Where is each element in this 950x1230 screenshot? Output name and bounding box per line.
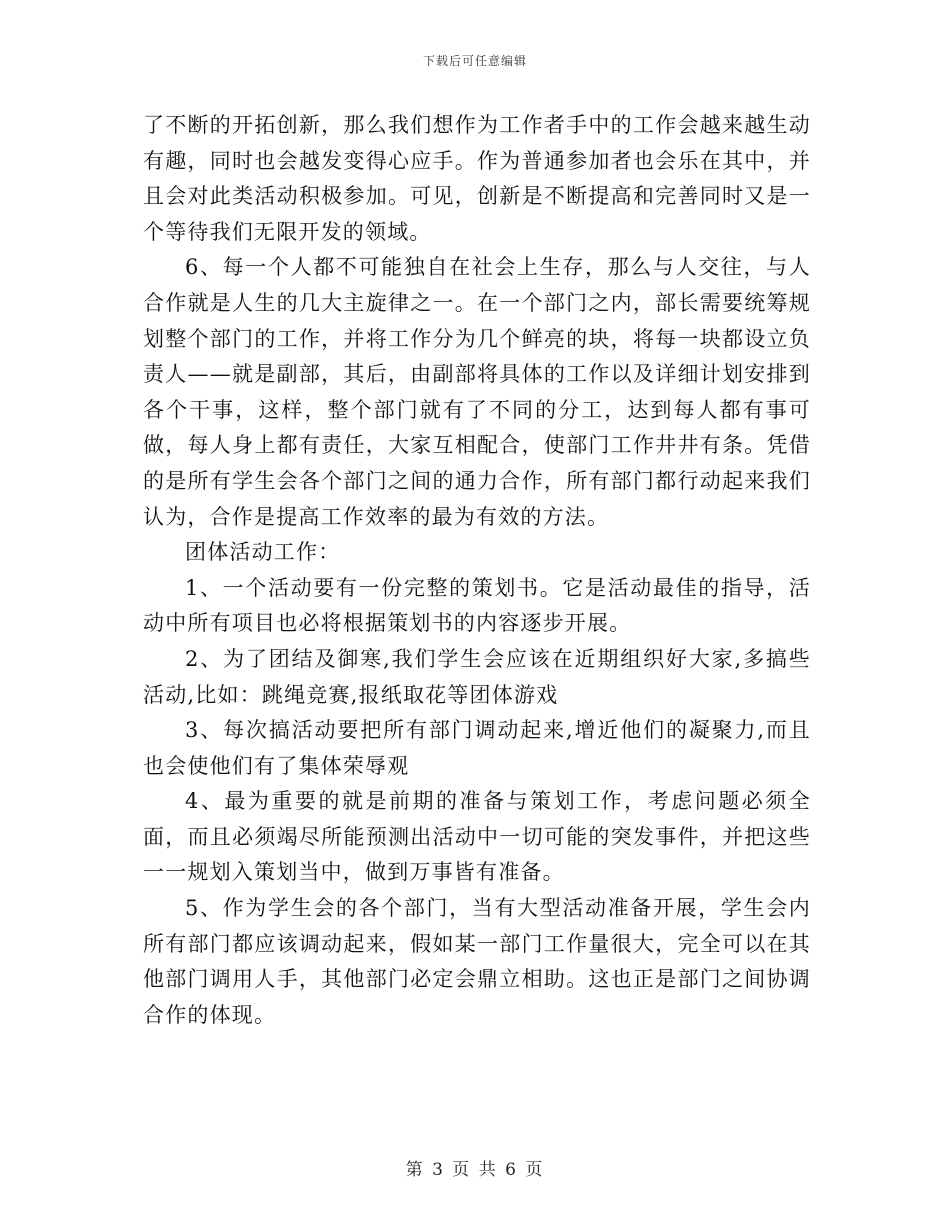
- document-body: [143, 108, 811, 1033]
- page-number-footer: 第 3 页 共 6 页: [405, 1160, 545, 1180]
- page-header: 下载后可任意编辑: [422, 54, 527, 68]
- list-item-1: 1、一个活动要有一份完整的策划书。它是活动最佳的指导，活动中所有项目也必将根据策划书的内容逐步开展。: [143, 575, 811, 636]
- paragraph-innovation: 了不断的开拓创新，那么我们想作为工作者手中的工作会越来越生动有趣，同时也会越发变得心应手。作为普通参加者也会乐在其中，并且会对此类活动积极参加。可见，创新是不断提高和完善同时又是一个等待我们无限开发的领域。: [143, 113, 811, 244]
- list-item-5: 5、作为学生会的各个部门，当有大型活动准备开展，学生会内所有部门都应该调动起来，假如某一部门工作量很大，完全可以在其他部门调用人手，其他部门必定会鼎立相助。这也正是部门之间协调合作的体现。: [143, 896, 811, 1027]
- list-item-4: 4、最为重要的就是前期的准备与策划工作，考虑问题必须全面，而且必须竭尽所能预测出活动中一切可能的突发事件，并把这些一一规划入策划当中，做到万事皆有准备。: [143, 789, 811, 885]
- paragraph-cooperation: 6、每一个人都不可能独自在社会上生存，那么与人交往，与人合作就是人生的几大主旋律之一。在一个部门之内，部长需要统筹规划整个部门的工作，并将工作分为几个鲜亮的块，将每一块都设立负责人——就是副部，其后，由副部将具体的工作以及详细计划安排到各个干事，这样，整个部门就有了不同的分工，达到每人都有事可做，每人身上都有责任，大家互相配合，使部门工作井井有条。凭借的是所有学生会各个部门之间的通力合作，所有部门都行动起来我们认为，合作是提高工作效率的最为有效的方法。: [143, 255, 811, 529]
- list-item-2: 2、为了团结及御寒,我们学生会应该在近期组织好大家,多搞些活动,比如：跳绳竞赛,报纸取花等团体游戏: [143, 646, 811, 707]
- list-item-3: 3、每次搞活动要把所有部门调动起来,增近他们的凝聚力,而且也会使他们有了集体荣辱观: [143, 718, 811, 778]
- section-heading-group-activities: 团体活动工作：: [185, 540, 341, 565]
